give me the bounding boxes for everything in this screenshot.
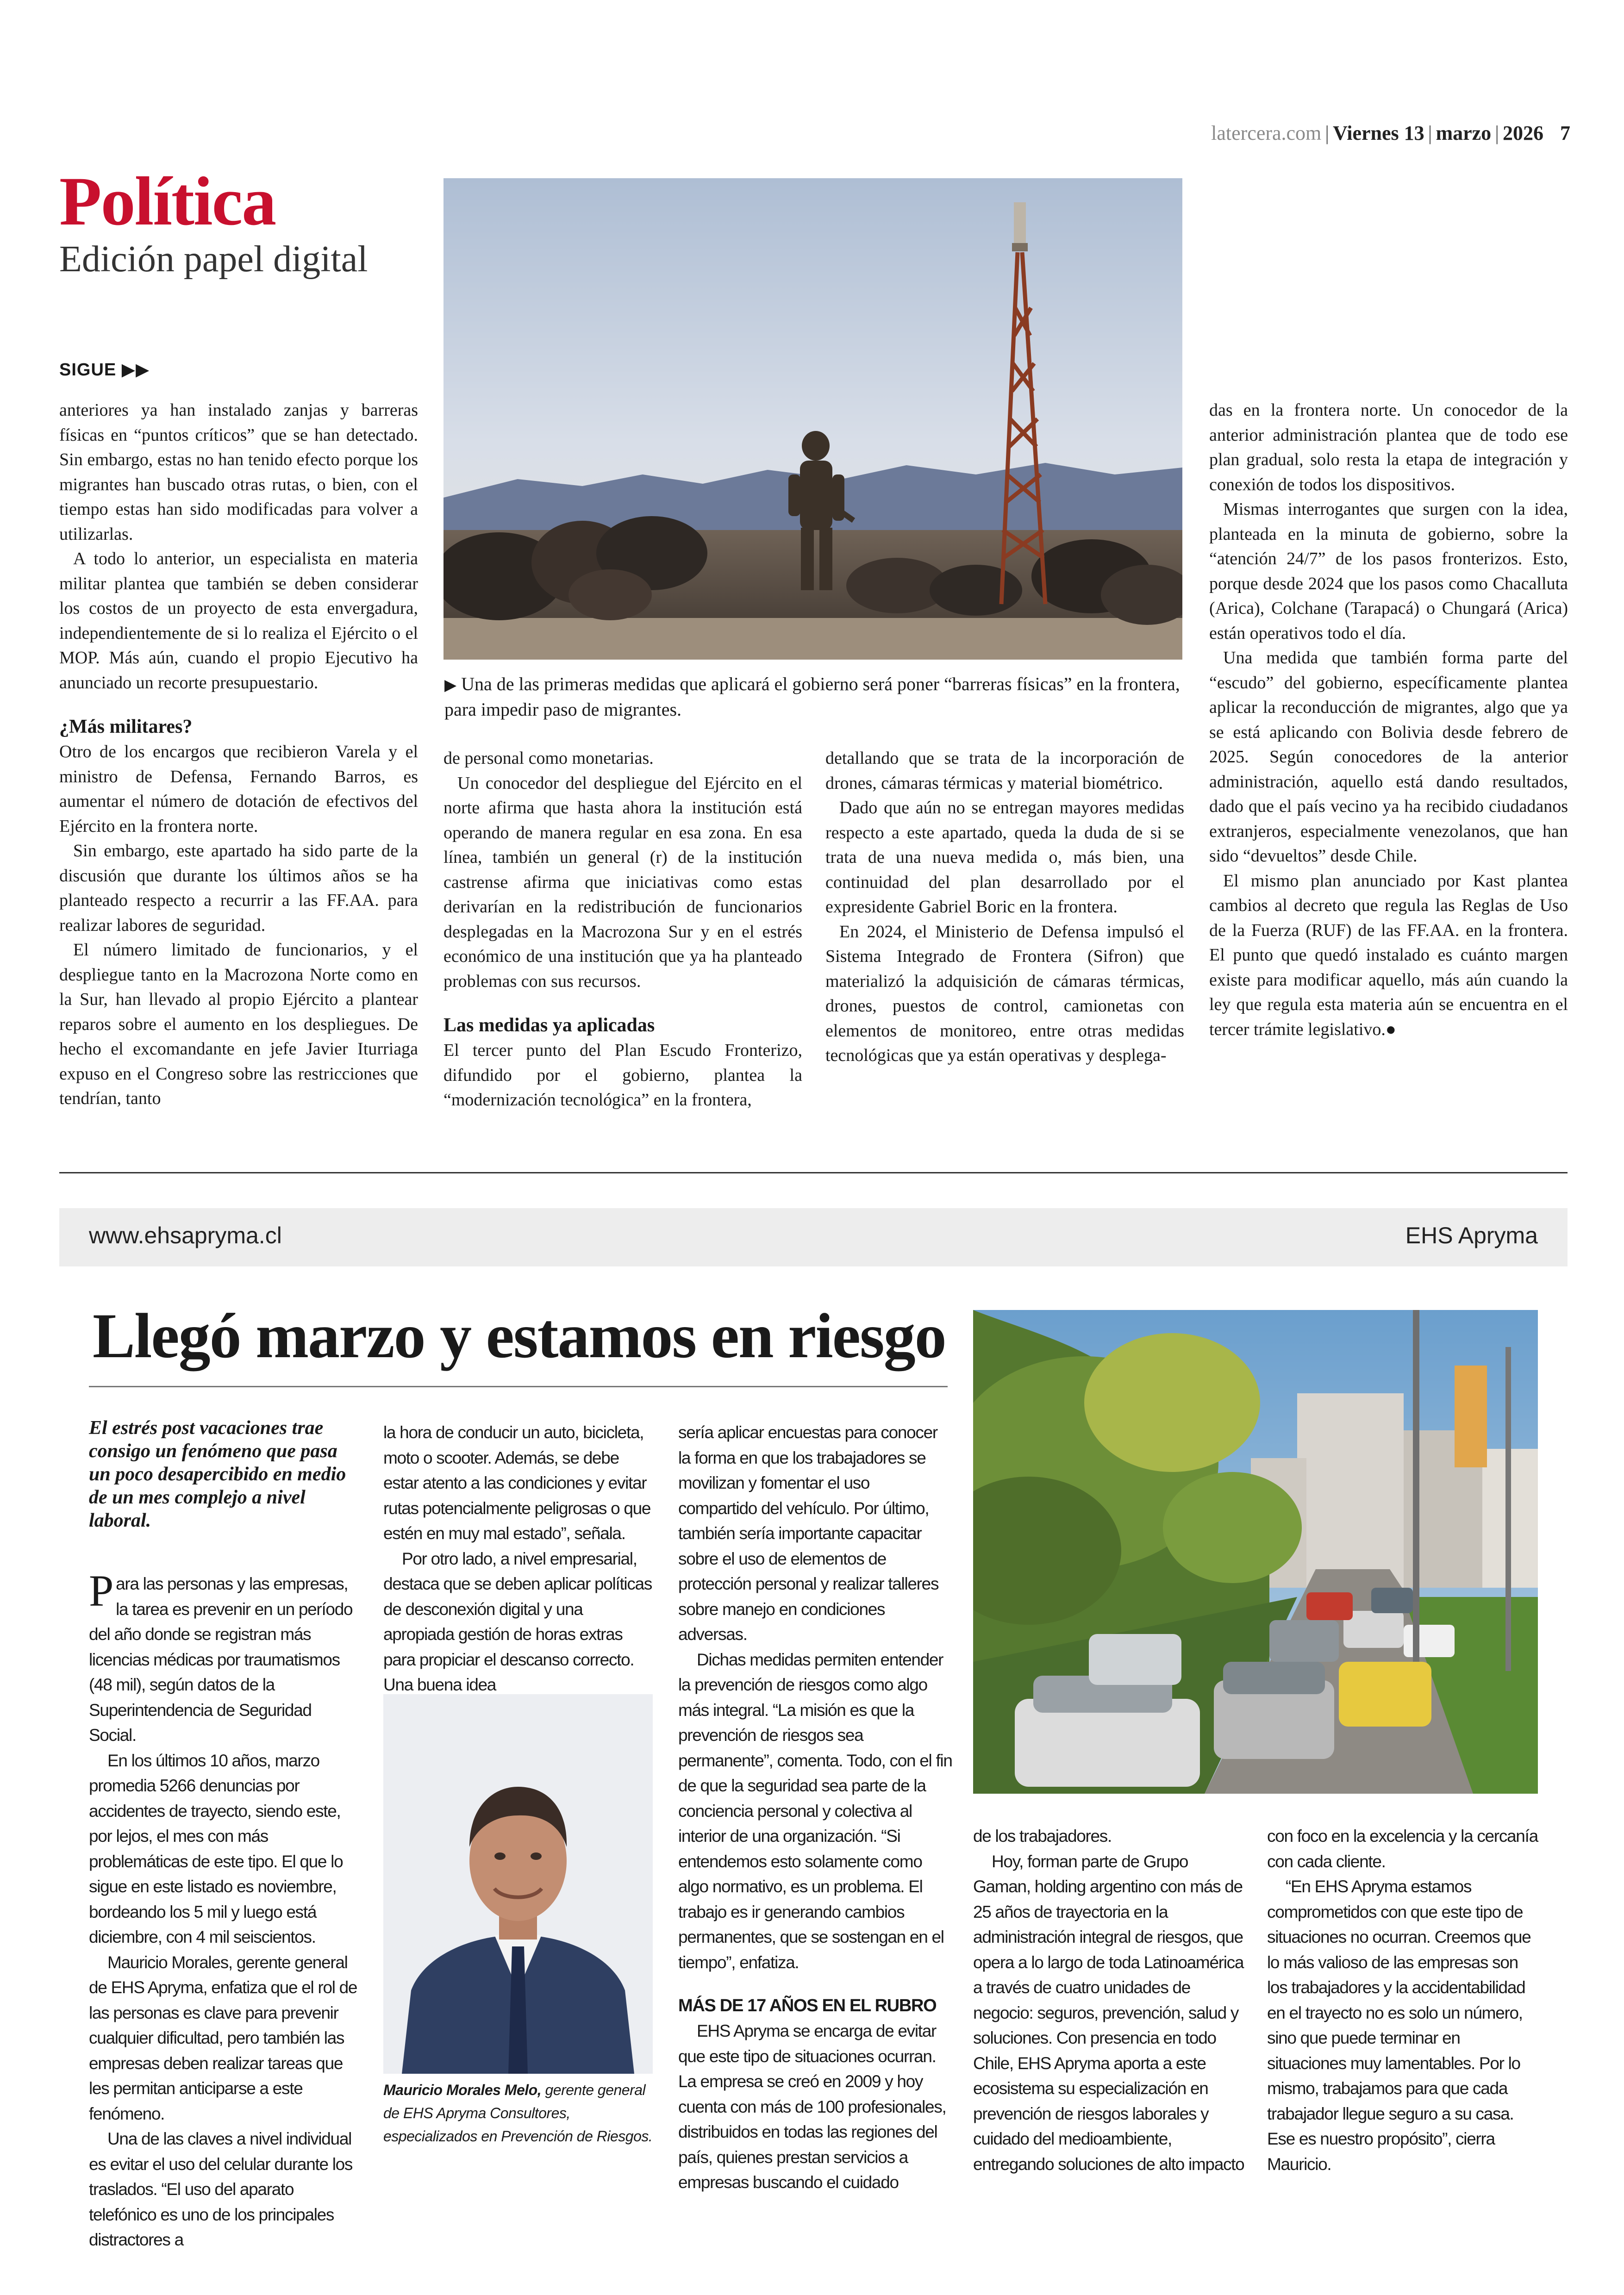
paragraph: Dichas medidas permiten entender la prevención de riesgos como algo más integral. “La misión es que la prevención de riesgos sea permanente”, comenta. Todo, con el fin de que la seguridad sea parte de la conciencia personal y colectiva al interior de una organización. “Si entendemos esto solamente como algo normativo, es un problema. El trabajo es ir generando cambios permanentes, que se sostengan en el tiempo”, enfatiza. [678,1650,952,1972]
ad-column-4 [973,1824,1247,2177]
border-photo [443,178,1182,660]
paragraph: Una de las claves a nivel individual es evitar el uso del celular durante los traslados. “El uso del aparato telefónico es uno de los principales distractores a [89,2129,353,2249]
paragraph: EHS Apryma se encarga de evitar que este tipo de situaciones ocurran. La empresa se creó en 2009 y hoy cuenta con más de 100 profesionales, distribuidos en todas las regiones del país, quienes prestan servicios a empresas buscando el cuidado [678,2021,946,2192]
paragraph-text: El mismo plan anunciado por Kast plantea cambios al decreto que regula las Reglas de Uso de la Fuerza (RUF) de las FF.AA. en la frontera. El punto que quedó instalado es cuánto margen existe para modificar aquello, más aún cuando la ley que regula esta materia aún se encuentra en el tercer trámite legislativo. [1209,871,1568,1039]
article-column-4 [1209,398,1568,1042]
paragraph: Hoy, forman parte de Grupo Gaman, holding argentino con más de 25 años de trayectoria en la administración integral de riesgos, que opera a lo largo de toda Latinoamérica a través de cuatro unidades de negocio: seguros, prevención, salud y soluciones. Con presencia en todo Chile, EHS Apryma aporta a este ecosistema su especialización en prevención de riesgos laborales y cuidado del medioambiente, entregando soluciones de alto impacto [973,1852,1244,2174]
paragraph: con foco en la excelencia y la cercanía con cada cliente. [1267,1827,1538,1871]
article-column-3 [825,746,1184,1068]
paragraph: Otro de los encargos que recibieron Varela y el ministro de Defensa, Fernando Barros, es aumentar el número de dotación de efectivos del Ejército en la frontera norte. [59,742,418,836]
paragraph-text: ara las personas y las empresas, la tarea es prevenir en un período del año donde se registran más licencias médicas por traumatismos (48 mil), según datos de la Superintendencia de Seguridad Social. [89,1574,353,1745]
traffic-illustration [973,1310,1538,1794]
ad-headline: Llegó marzo y estamos en riesgo [93,1300,946,1371]
page-number: 7 [1560,122,1570,144]
caption-arrow-icon: ▶ [444,677,457,694]
masthead-weekday: Viernes 13 [1333,122,1424,144]
headline-underline [89,1386,948,1387]
caption-role: gerente general de EHS Apryma Consultores, especializados en Prevención de Riesgos. [383,2082,653,2145]
paragraph: Mismas interrogantes que surgen con la idea, planteada en la minuta de gobierno, sobre la “atención 24/7” de los pasos fronterizos. Esto, porque desde 2024 que los pasos como Chacalluta (Arica), Colchane (Tarapacá) o Chungará (Arica) están operativos todo el día. [1209,499,1568,643]
paragraph: En 2024, el Ministerio de Defensa impulsó el Sistema Integrado de Frontera (Sifron) que materializó la adquisición de cámaras térmicas, drones, puestos de control, camionetas con elementos de monitoreo, entre otras medidas tecnológicas que ya están operativas y desplega- [825,922,1184,1065]
ad-column-3 [678,1420,952,2195]
ad-column-1 [89,1566,358,2253]
paragraph: Una medida que también forma parte del “escudo” del gobierno, específicamente plantea aplicar la reconducción de migrantes, algo que ya se está aplicando con Bolivia desde febrero de 2025. Según conocedores de la anterior administración, aquello está dando resultados, dado que el país vecino ya ha recibido ciudadanos extranjeros, especialmente venezolanos, que han sido “devueltos” desde Chile. [1209,648,1568,866]
ad-lead: El estrés post vacaciones trae consigo un fenómeno que pasa un poco desapercibido en medio de un mes complejo a nivel laboral. [89,1417,346,1531]
paragraph: En los últimos 10 años, marzo promedia 5266 denuncias por accidentes de trayecto, siendo este, por lejos, el mes con más problemáticas de este tipo. El que lo sigue en este listado es noviembre, bordeando los 5 mil y luego está diciembre, con 4 mil seiscientos. [89,1751,343,1946]
continued-label: SIGUE ▶▶ [59,360,150,380]
subheading-17-years: MÁS DE 17 AÑOS EN EL RUBRO [678,1996,937,2015]
ad-url-link[interactable]: www.ehsapryma.cl [89,1222,282,1248]
paragraph: das en la frontera norte. Un conocedor de la anterior administración plantea que de todo ese plan gradual, solo resta la etapa de integración y conexión de todos los dispositivos. [1209,400,1568,494]
paragraph: de los trabajadores. [973,1827,1112,1846]
paragraph: detallando que se trata de la incorporación de drones, cámaras térmicas y material biométrico. [825,748,1184,793]
paragraph: sería aplicar encuestas para conocer la forma en que los trabajadores se movilizan y fomentar el uso compartido del vehículo. Por último, también sería importante capacitar sobre el uso de elementos de protección personal y realizar talleres sobre manejo en condiciones adversas. [678,1423,939,1644]
ad-column-5 [1267,1824,1540,2177]
portrait-illustration [383,1694,653,2074]
paragraph: anteriores ya han instalado zanjas y barreras físicas en “puntos críticos” que se han detectado. Sin embargo, estas no han tenido efecto porque los migrantes han buscado otras rutas, o bien, con el tiempo estas han sido modificadas para volver a utilizarlas. [59,400,418,544]
section-divider [59,1172,1568,1173]
paragraph: A todo lo anterior, un especialista en materia militar plantea que también se deben considerar los costos de un proyecto de esta envergadura, independientemente de si lo realiza el Ejército o el MOP. Más aún, cuando el propio Ejecutivo ha anunciado un recorte presupuestario. [59,549,418,692]
article-column-1 [59,398,418,1111]
section-subtitle: Edición papel digital [59,239,368,280]
article-column-2 [443,746,802,1113]
paragraph: Por otro lado, a nivel empresarial, destaca que se deben aplicar políticas de desconexión digital y una apropiada gestión de horas extras para propiciar el descanso correcto. Una buena idea [383,1549,652,1694]
masthead-site[interactable]: latercera.com [1211,122,1322,144]
paragraph [89,1566,358,1748]
section-title: Política [59,163,276,240]
paragraph: Mauricio Morales, gerente general de EHS Apryma, enfatiza que el rol de las personas es clave para prevenir cualquier dificultad, pero también las empresas deben realizar tareas que les permitan anticiparse a este fenómeno. [89,1952,357,2123]
ad-header-bar [59,1208,1568,1266]
paragraph: El tercer punto del Plan Escudo Fronterizo, difundido por el gobierno, plantea la “modernización tecnológica” en la frontera, [443,1041,802,1110]
portrait-photo [383,1694,653,2074]
traffic-photo [973,1310,1538,1794]
masthead: latercera.com | Viernes 13 | marzo | 2026 7 [1211,122,1570,144]
paragraph: la hora de conducir un auto, bicicleta, moto o scooter. Además, se debe estar atento a las condiciones y evitar rutas potencialmente peligrosas o que estén en muy mal estado”, señala. [383,1423,651,1543]
paragraph [1209,869,1568,1042]
drop-cap: P [89,1566,113,1615]
masthead-month: marzo [1436,122,1492,144]
border-soldier-illustration [443,178,1182,660]
end-mark: ● [1385,1019,1396,1039]
photo-caption [444,672,1185,722]
masthead-year: 2026 [1503,122,1543,144]
subheading-applied-measures: Las medidas ya aplicadas [443,1015,655,1036]
caption-text: Una de las primeras medidas que aplicará el gobierno será poner “barreras físicas” en la frontera, para impedir paso de migrantes. [444,674,1180,720]
paragraph: Sin embargo, este apartado ha sido parte de la discusión que durante los últimos años se ha planteado respecto a recurrir a las FF.AA. para realizar labores de seguridad. [59,841,418,935]
paragraph: Un conocedor del despliegue del Ejército en el norte afirma que hasta ahora la institución está operando de manera regular en esa zona. En esa línea, también un general (r) de la institución castrense afirma que iniciativas como estas derivarían en la redistribución de funcionarios desplegadas en la Macrozona Sur y en el estrés económico de una institución que ya ha planteado problemas con sus recursos. [443,773,802,991]
ad-brand: EHS Apryma [1405,1222,1538,1248]
paragraph: Dado que aún no se entregan mayores medidas respecto a este apartado, queda la duda de si se trata de una nueva medida o, más bien, una continuidad del plan desarrollado por el expresidente Gabriel Boric en la frontera. [825,798,1184,917]
paragraph: de personal como monetarias. [443,748,654,768]
caption-name: Mauricio Morales Melo, [383,2082,542,2098]
ad-column-2 [383,1420,656,1698]
subheading-more-military: ¿Más militares? [59,716,193,737]
paragraph: “En EHS Apryma estamos comprometidos con que este tipo de situaciones no ocurran. Creemos que lo más valioso de las empresas son los trabajadores y la accidentabilidad en el trayecto no es solo un número, sino que puede terminar en situaciones muy lamentables. Por lo mismo, trabajamos para que cada trabajador llegue seguro a su casa. Ese es nuestro propósito”, cierra Mauricio. [1267,1877,1531,2174]
paragraph: El número limitado de funcionarios, y el despliegue tanto en la Macrozona Norte como en la Sur, han llevado al propio Ejército a plantear reparos sobre el aumento en los despliegues. De hecho el excomandante en jefe Javier Iturriaga expuso en el Congreso sobre las restricciones que tendrían, tanto [59,940,418,1108]
portrait-caption [383,2078,661,2148]
